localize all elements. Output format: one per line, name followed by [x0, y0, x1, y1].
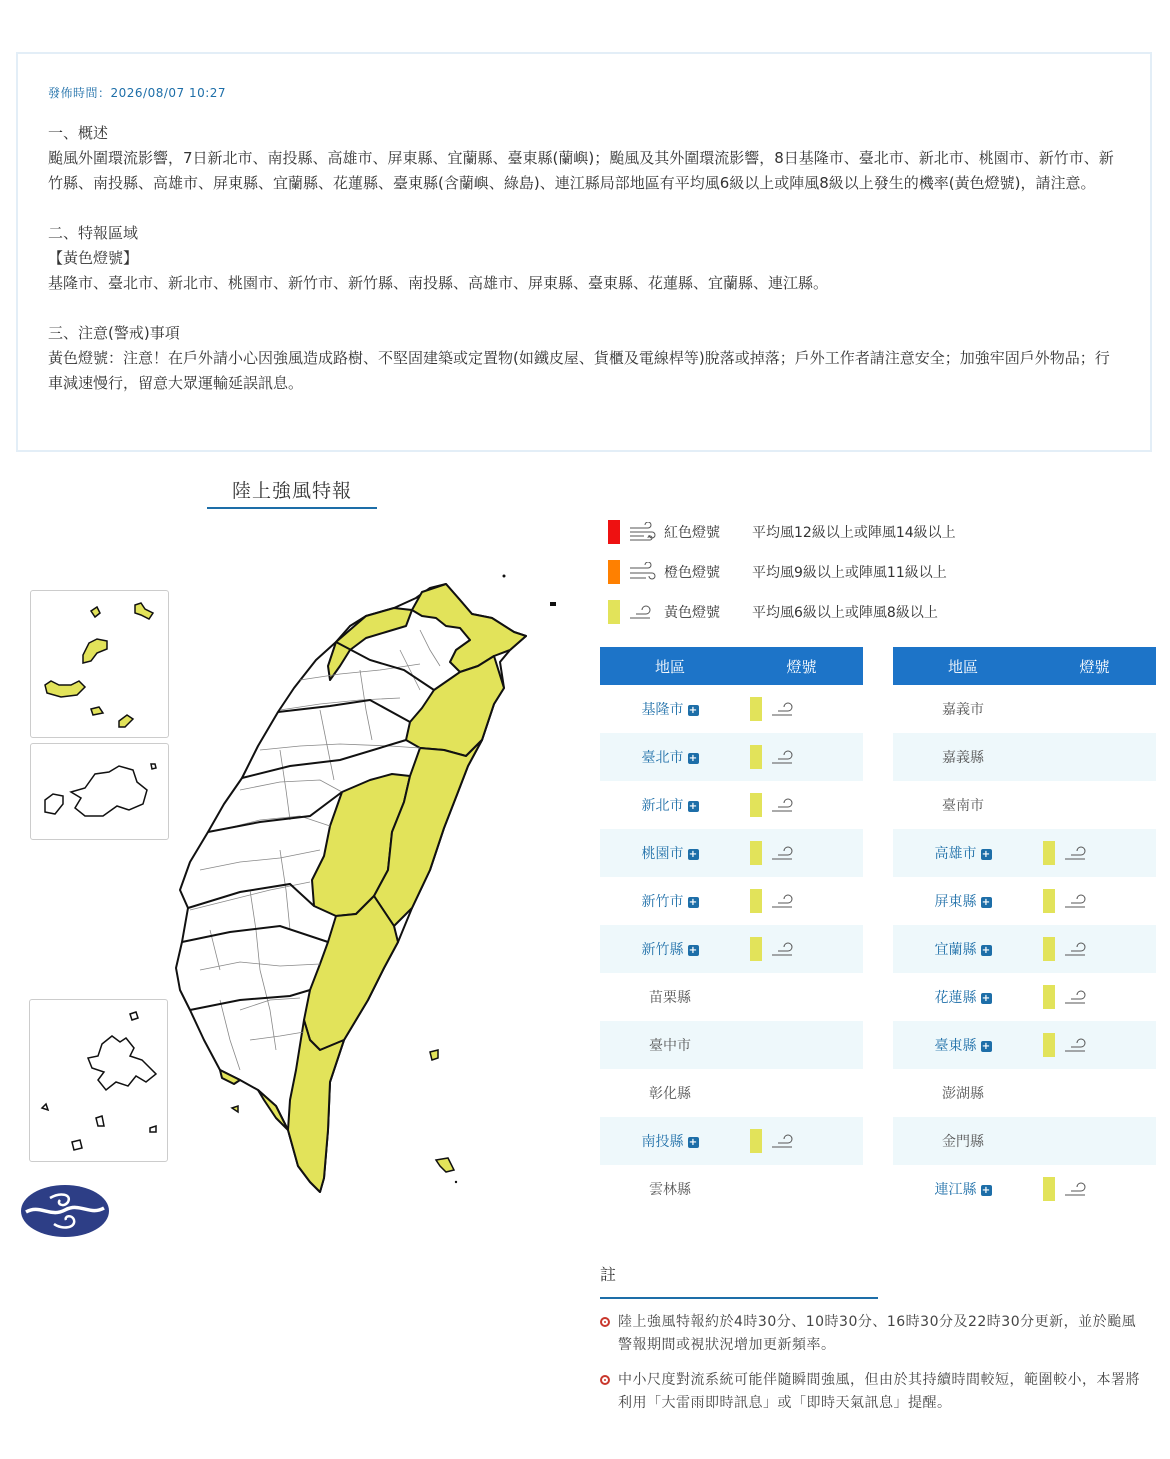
table-row	[893, 877, 1156, 925]
area-list: 基隆市、臺北市、新北市、桃園市、新竹市、新竹縣、南投縣、高雄市、屏東縣、臺東縣、花蓮縣、宜蘭縣、連江縣。	[48, 274, 829, 292]
table-row	[600, 973, 863, 1021]
area-cell	[893, 1069, 1033, 1117]
legend-orange	[608, 552, 1148, 592]
yellow-swatch	[750, 937, 762, 961]
yellow-swatch	[1043, 937, 1055, 961]
area-cell	[893, 1117, 1033, 1165]
legend-desc-yellow: 平均風6級以上或陣風8級以上	[752, 605, 938, 621]
area-link[interactable]: 花蓮縣	[934, 990, 977, 1006]
table-row	[893, 781, 1156, 829]
bullet-icon	[600, 1317, 610, 1327]
wind-icon	[770, 843, 798, 863]
area-link[interactable]: 屏東縣	[934, 894, 977, 910]
bulletin-panel	[16, 52, 1152, 452]
yellow-swatch	[1043, 1177, 1055, 1201]
strong-wind-icon	[628, 562, 656, 582]
table-row	[893, 1165, 1156, 1213]
region-table-left	[600, 647, 863, 1213]
table-row	[893, 1117, 1156, 1165]
table-row	[893, 1069, 1156, 1117]
signal-cell	[740, 1021, 863, 1069]
area-link[interactable]: 臺北市	[641, 750, 684, 766]
penghu-islands-shape	[30, 1000, 167, 1161]
wind-icon	[1063, 891, 1091, 911]
notes-title: 註	[600, 1262, 878, 1299]
signal-cell	[740, 973, 863, 1021]
signal-cell	[740, 1117, 863, 1165]
yellow-signal	[740, 793, 863, 817]
inset-map-penghu[interactable]	[29, 999, 168, 1162]
yellow-swatch	[750, 697, 762, 721]
yellow-signal	[1033, 841, 1156, 865]
yellow-signal	[1033, 1033, 1156, 1057]
caution-section	[48, 321, 1120, 396]
area-link[interactable]: 桃園市	[641, 846, 684, 862]
table-row	[600, 1117, 863, 1165]
expand-plus-icon[interactable]: +	[981, 993, 991, 1004]
notes-section	[600, 1262, 1150, 1415]
area-cell	[600, 973, 740, 1021]
expand-plus-icon[interactable]: +	[688, 897, 698, 908]
area-link[interactable]: 南投縣	[641, 1134, 684, 1150]
area-link[interactable]: 連江縣	[934, 1182, 977, 1198]
yellow-swatch	[608, 600, 620, 624]
signal-cell	[740, 733, 863, 781]
wind-icon	[1063, 1179, 1091, 1199]
area-heading: 二、特報區域	[48, 224, 139, 242]
signal-cell	[1033, 1117, 1156, 1165]
area-cell	[893, 829, 1033, 877]
area-name: 嘉義市	[942, 702, 984, 718]
signal-cell	[1033, 973, 1156, 1021]
area-cell	[893, 1165, 1033, 1213]
signal-cell	[740, 829, 863, 877]
note-item	[600, 1311, 1150, 1357]
yellow-signal	[740, 889, 863, 913]
area-name: 嘉義縣	[942, 750, 984, 766]
yellow-signal	[740, 697, 863, 721]
red-swatch	[608, 520, 620, 544]
table-row	[600, 877, 863, 925]
legend-desc-orange: 平均風9級以上或陣風11級以上	[752, 565, 947, 581]
yellow-signal	[1033, 1177, 1156, 1201]
area-name: 彰化縣	[649, 1086, 691, 1102]
yellow-swatch	[750, 1129, 762, 1153]
signal-cell	[1033, 1165, 1156, 1213]
legend-name-red: 紅色燈號	[664, 525, 720, 541]
area-link[interactable]: 基隆市	[641, 702, 684, 718]
area-link[interactable]: 新竹縣	[641, 942, 684, 958]
yellow-signal	[740, 937, 863, 961]
area-link[interactable]: 新北市	[641, 798, 684, 814]
table-row	[893, 685, 1156, 733]
table-row	[600, 1165, 863, 1213]
yellow-swatch	[1043, 985, 1055, 1009]
table-row	[600, 685, 863, 733]
yellow-signal	[740, 1129, 863, 1153]
yellow-swatch	[750, 745, 762, 769]
wind-icon	[1063, 843, 1091, 863]
overview-heading: 一、概述	[48, 124, 109, 142]
expand-plus-icon[interactable]: +	[981, 897, 991, 908]
signal-legend	[608, 512, 1148, 632]
yellow-swatch	[750, 841, 762, 865]
signal-cell	[1033, 685, 1156, 733]
table-row	[893, 925, 1156, 973]
caution-text: 黃色燈號：注意！在戶外請小心因強風造成路樹、不堅固建築或定置物(如鐵皮屋、貨櫃及電線桿等)脫落或掉落；戶外工作者請注意安全；加強牢固戶外物品；行車減速慢行，留意大眾運輸延誤訊息。	[48, 349, 1110, 392]
legend-desc-red: 平均風12級以上或陣風14級以上	[752, 525, 956, 541]
yellow-signal	[1033, 889, 1156, 913]
area-cell	[600, 733, 740, 781]
expand-plus-icon[interactable]: +	[981, 1041, 991, 1052]
expand-plus-icon[interactable]: +	[688, 705, 698, 716]
kinmen-islands-shape	[31, 744, 168, 839]
expand-plus-icon[interactable]: +	[981, 1185, 991, 1196]
area-cell	[893, 685, 1033, 733]
area-cell	[893, 733, 1033, 781]
table-row	[600, 925, 863, 973]
wind-icon	[770, 747, 798, 767]
signal-cell	[1033, 781, 1156, 829]
wind-icon	[770, 795, 798, 815]
table-row	[600, 829, 863, 877]
area-name: 臺中市	[649, 1038, 691, 1054]
yellow-swatch	[750, 793, 762, 817]
area-name: 金門縣	[942, 1134, 984, 1150]
expand-plus-icon[interactable]: +	[688, 1137, 698, 1148]
agency-logo	[20, 1184, 110, 1238]
caution-heading: 三、注意(警戒)事項	[48, 324, 180, 342]
area-cell	[600, 1165, 740, 1213]
expand-plus-icon[interactable]: +	[688, 849, 698, 860]
area-name: 臺南市	[942, 798, 984, 814]
yellow-swatch	[1043, 889, 1055, 913]
legend-yellow	[608, 592, 1148, 632]
table-row	[893, 1021, 1156, 1069]
legend-red	[608, 512, 1148, 552]
signal-cell	[740, 1165, 863, 1213]
signal-cell	[1033, 829, 1156, 877]
table-row	[893, 829, 1156, 877]
wind-icon	[770, 699, 798, 719]
table-row	[600, 733, 863, 781]
legend-name-yellow: 黃色燈號	[664, 605, 720, 621]
area-cell	[600, 685, 740, 733]
wind-icon	[1063, 987, 1091, 1007]
map-title: 陸上強風特報	[207, 476, 377, 509]
note-text: 陸上強風特報約於4時30分、10時30分、16時30分及22時30分更新，並於颱風警報期間或視狀況增加更新頻率。	[618, 1314, 1137, 1353]
wind-icon	[1063, 939, 1091, 959]
expand-plus-icon[interactable]: +	[688, 945, 698, 956]
area-name: 苗栗縣	[649, 990, 691, 1006]
yellow-signal	[1033, 985, 1156, 1009]
area-name: 澎湖縣	[942, 1086, 984, 1102]
area-cell	[600, 781, 740, 829]
table-row	[600, 781, 863, 829]
taiwan-map[interactable]	[160, 570, 570, 1200]
table-row	[600, 1069, 863, 1117]
header-signal: 燈號	[1033, 647, 1156, 685]
matsu-islands-shape	[31, 591, 168, 737]
signal-cell	[1033, 877, 1156, 925]
area-cell	[600, 1117, 740, 1165]
yellow-signal	[1033, 937, 1156, 961]
signal-cell	[740, 781, 863, 829]
inset-map-kinmen[interactable]	[30, 743, 169, 840]
area-cell	[600, 925, 740, 973]
area-link[interactable]: 宜蘭縣	[934, 942, 977, 958]
header-signal: 燈號	[740, 647, 863, 685]
wind-icon	[770, 939, 798, 959]
header-area: 地區	[600, 647, 740, 685]
area-cell	[893, 925, 1033, 973]
expand-plus-icon[interactable]: +	[981, 945, 991, 956]
yellow-swatch	[1043, 841, 1055, 865]
yellow-swatch	[750, 889, 762, 913]
area-cell	[600, 829, 740, 877]
wind-icon	[770, 1131, 798, 1151]
signal-cell	[740, 925, 863, 973]
signal-cell	[1033, 733, 1156, 781]
strong-wind-icon	[628, 522, 656, 542]
orange-swatch	[608, 560, 620, 584]
area-link[interactable]: 新竹市	[641, 894, 684, 910]
area-link[interactable]: 高雄市	[934, 846, 977, 862]
signal-cell	[1033, 925, 1156, 973]
area-cell	[893, 877, 1033, 925]
yellow-swatch	[1043, 1033, 1055, 1057]
wind-icon	[628, 602, 656, 622]
overview-section	[48, 121, 1120, 196]
signal-cell	[1033, 1069, 1156, 1117]
area-link[interactable]: 臺東縣	[934, 1038, 977, 1054]
table-row	[893, 973, 1156, 1021]
expand-plus-icon[interactable]: +	[688, 801, 698, 812]
signal-cell	[740, 685, 863, 733]
area-cell	[600, 1021, 740, 1069]
area-name: 雲林縣	[649, 1182, 691, 1198]
wind-icon	[1063, 1035, 1091, 1055]
publish-time: 發佈時間：2026/08/07 10:27	[48, 86, 227, 100]
area-cell	[893, 973, 1033, 1021]
table-row	[893, 733, 1156, 781]
signal-cell	[740, 877, 863, 925]
signal-cell	[740, 1069, 863, 1117]
overview-text: 颱風外圍環流影響，7日新北市、南投縣、高雄市、屏東縣、宜蘭縣、臺東縣(蘭嶼)；颱風及其外圍環流影響，8日基隆市、臺北市、新北市、桃園市、新竹市、新竹縣、南投縣、高雄市、屏東縣、宜蘭縣、花蓮縣、臺東縣(含蘭嶼、綠島)、連江縣局部地區有平均風6級以上或陣風8級以上發生的機率(黃色燈號)，請注意。	[48, 149, 1114, 192]
area-section	[48, 221, 1120, 296]
header-area: 地區	[893, 647, 1033, 685]
inset-map-matsu[interactable]	[30, 590, 169, 738]
area-cell	[893, 781, 1033, 829]
note-item	[600, 1369, 1150, 1415]
area-cell	[600, 877, 740, 925]
note-text: 中小尺度對流系統可能伴隨瞬間強風，但由於其持續時間較短，範圍較小，本署將利用「大雷雨即時訊息」或「即時天氣訊息」提醒。	[618, 1372, 1140, 1411]
table-row	[600, 1021, 863, 1069]
signal-cell	[1033, 1021, 1156, 1069]
yellow-signal	[740, 745, 863, 769]
area-cell	[600, 1069, 740, 1117]
wind-icon	[770, 891, 798, 911]
yellow-signal	[740, 841, 863, 865]
area-level: 【黃色燈號】	[48, 249, 139, 267]
expand-plus-icon[interactable]: +	[981, 849, 991, 860]
bullet-icon	[600, 1375, 610, 1385]
expand-plus-icon[interactable]: +	[688, 753, 698, 764]
legend-name-orange: 橙色燈號	[664, 565, 720, 581]
area-cell	[893, 1021, 1033, 1069]
region-table-right	[893, 647, 1156, 1213]
